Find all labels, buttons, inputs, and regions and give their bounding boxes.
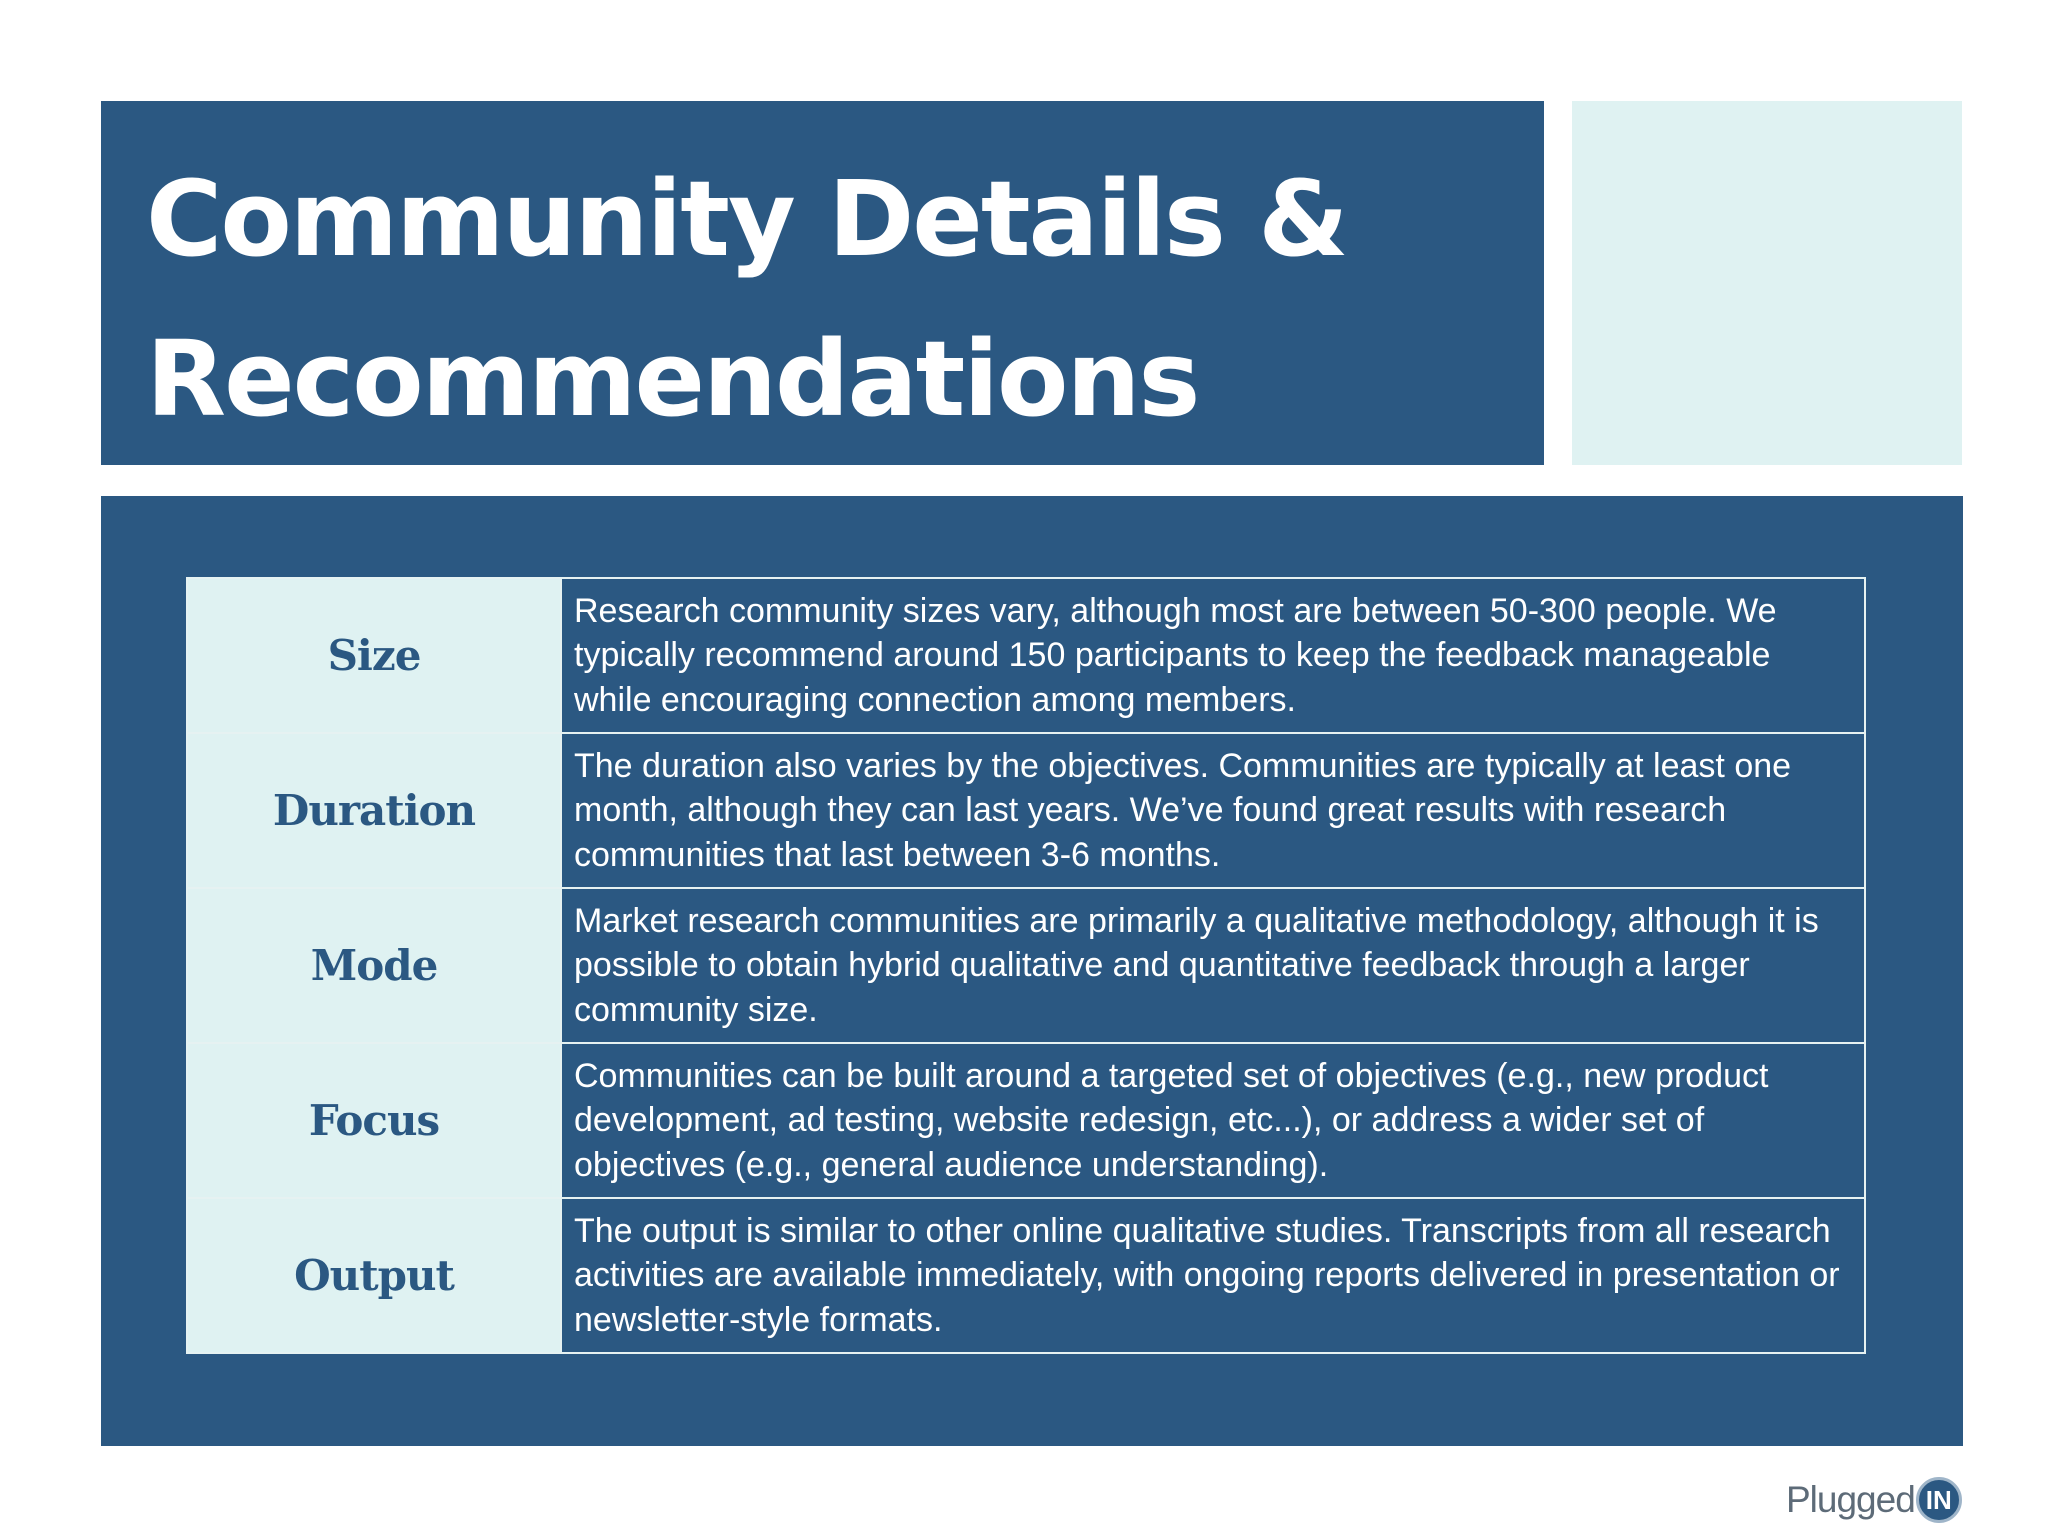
row-description-size: Research community sizes vary, although most are between 50-300 people. We typically recommend around 150 participants to keep the feedback manageable while encouraging connection among members.	[561, 578, 1865, 733]
pluggedin-logo	[1786, 1472, 1962, 1528]
title-banner	[101, 101, 1544, 465]
logo-badge-text: IN	[1925, 1484, 1952, 1515]
row-description-mode: Market research communities are primarily a qualitative methodology, although it is possible to obtain hybrid qualitative and quantitative feedback through a larger community size.	[561, 888, 1865, 1043]
table-row	[187, 1198, 1865, 1353]
table-row	[187, 733, 1865, 888]
row-label-duration: Duration	[187, 733, 561, 888]
table-row	[187, 578, 1865, 733]
content-panel	[101, 496, 1963, 1446]
table-row	[187, 888, 1865, 1043]
row-label-size: Size	[187, 578, 561, 733]
table-row	[187, 1043, 1865, 1198]
details-table	[186, 577, 1866, 1354]
row-description-duration: The duration also varies by the objectives. Communities are typically at least one month, although they can last years. We’ve found great results with research communities that last between 3-6 months.	[561, 733, 1865, 888]
row-label-output: Output	[187, 1198, 561, 1353]
logo-text: Plugged	[1786, 1479, 1915, 1520]
title-line-2: Recommendations	[146, 318, 1199, 440]
row-description-focus: Communities can be built around a targeted set of objectives (e.g., new product development, ad testing, website redesign, etc...), or address a wider set of objectives (e.g., general audience understanding).	[561, 1043, 1865, 1198]
row-label-focus: Focus	[187, 1043, 561, 1198]
row-description-output: The output is similar to other online qualitative studies. Transcripts from all research activities are available immediately, with ongoing reports delivered in presentation or newsletter-style formats.	[561, 1198, 1865, 1353]
page-title	[146, 139, 1544, 459]
title-line-1: Community Details &	[146, 158, 1347, 280]
row-label-mode: Mode	[187, 888, 561, 1043]
logo-badge-icon	[1916, 1477, 1962, 1523]
accent-panel	[1572, 101, 1962, 465]
